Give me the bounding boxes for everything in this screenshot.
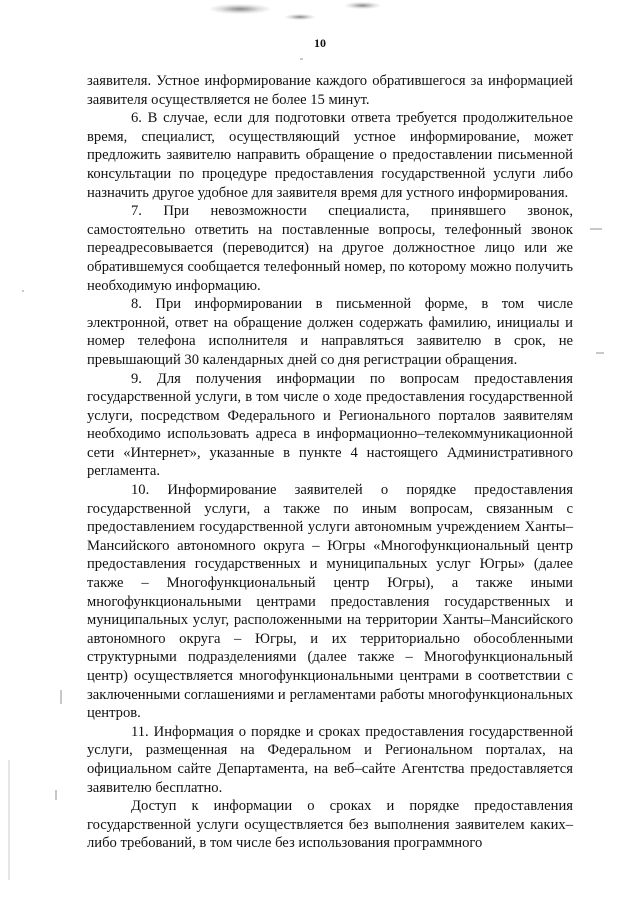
paragraph-9: 9. Для получения информации по вопросам предоставления государственной услуги, в том числе о ходе предоставления государственной услуги, посредством Федерального и Регионального порталов заявителям необходимо использовать адреса в информационно–телекоммуникационной сети «Интернет», указанные в пункте 4 настоящего Административного регламента. — [87, 370, 573, 480]
scan-speck — [22, 290, 24, 292]
paragraph-access: Доступ к информации о сроках и порядке предоставления государственной услуги осуществляется без выполнения заявителем каких–либо требований, в том числе без использования программного — [87, 798, 573, 852]
paragraph-11: 11. Информация о порядке и сроках предоставления государственной услуги, размещенная на Федеральном и Региональном порталах, на официальном сайте Департамента, на веб–сайте Агентства предоставляется заявителю бесплатно. — [87, 723, 573, 796]
scan-smudge — [285, 14, 315, 20]
document-body — [87, 72, 573, 853]
scan-smudge — [345, 2, 380, 9]
paragraph-8: 8. При информировании в письменной форме, в том числе электронной, ответ на обращение должен содержать фамилию, инициалы и номер телефона исполнителя и направляться заявителю в срок, не превышающий 30 календарных дней со дня регистрации обращения. — [87, 296, 573, 368]
page-number: 10 — [314, 36, 326, 50]
scan-smudge — [210, 4, 270, 14]
scan-speck — [55, 790, 57, 800]
paragraph-10: 10. Информирование заявителей о порядке предоставления государственной услуги, а также по иным вопросам, связанным с предоставлением государственной услуги автономным учреждением Ханты–Мансийского автономного округа – Югры «Многофункциональный центр предоставления государственных и муниципальных услуг Югры» (далее также – Многофункциональный центр Югры), а также иными многофункциональными центрами предоставления государственных и муниципальных услуг, расположенными на территории Ханты–Мансийского автономного округа – Югры, и их территориально обособленными структурными подразделениями (далее также – Многофункциональный центр) осуществляется многофункциональными центрами в соответствии с заключенными соглашениями и регламентами работы многофункциональных центров. — [87, 482, 573, 722]
paragraph-continuation: заявителя. Устное информирование каждого обратившегося за информацией заявителя осуществляется не более 15 минут. — [87, 73, 573, 108]
scan-speck — [300, 58, 303, 60]
scan-speck — [8, 760, 10, 880]
scan-speck — [590, 228, 602, 230]
paragraph-6: 6. В случае, если для подготовки ответа требуется продолжительное время, специалист, осуществляющий устное информирование, может предложить заявителю направить обращение о предоставлении письменной консультации по процедуре предоставления государственной услуги либо назначить другое удобное для заявителя время для устного информирования. — [87, 110, 573, 201]
scan-speck — [60, 690, 62, 704]
paragraph-7: 7. При невозможности специалиста, принявшего звонок, самостоятельно ответить на поставленные вопросы, телефонный звонок переадресовывается (переводится) на другое должностное лицо или же обратившемуся сообщается телефонный номер, по которому можно получить необходимую информацию. — [87, 203, 573, 294]
scan-speck — [596, 352, 604, 354]
